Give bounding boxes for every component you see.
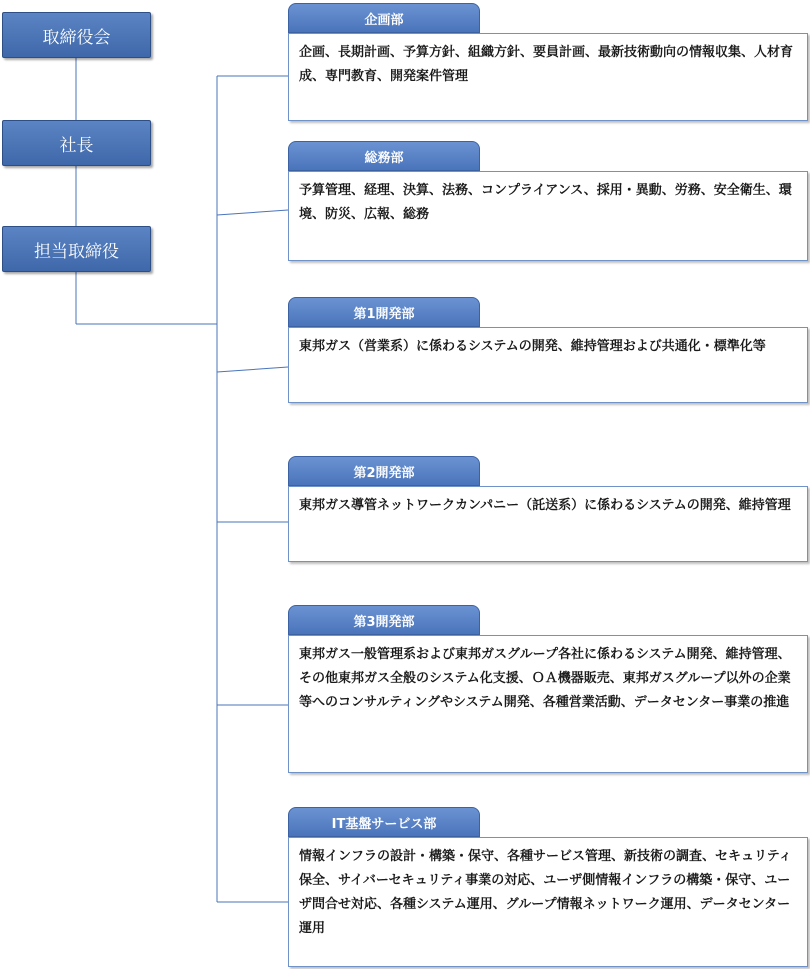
dept-description: 企画、長期計画、予算方針、組織方針、要員計画、最新技術動向の情報収集、人材育成、専門教育、開発案件管理 xyxy=(299,45,794,84)
dept-box-dev2 xyxy=(288,486,808,562)
board-label: 取締役会 xyxy=(42,27,111,48)
director-label: 担当取締役 xyxy=(34,241,119,262)
dept-name: 第2開発部 xyxy=(353,465,415,481)
dept-tab-itinfra xyxy=(288,807,480,837)
dept-tab-dev1 xyxy=(288,297,480,327)
dept-name: 企画部 xyxy=(364,12,404,28)
dept-description: 東邦ガス（営業系）に係わるシステムの開発、維持管理および共通化・標準化等 xyxy=(299,339,766,354)
dept-box-itinfra xyxy=(288,837,808,967)
dept-description: 情報インフラの設計・構築・保守、各種サービス管理、新技術の調査、セキュリティ保全、サイバーセキュリティ事業の対応、ユーザ側情報インフラの構築・保守、ユーザ問合せ対応、各種システム運用、グループ情報ネットワーク運用、データセンター運用 xyxy=(299,849,792,936)
dept-tab-somu xyxy=(288,141,480,171)
director-box xyxy=(2,226,151,272)
dept-name: 総務部 xyxy=(364,150,404,166)
dept-box-dev1 xyxy=(288,327,808,403)
president-box xyxy=(2,120,151,166)
connector-branch-somu xyxy=(217,210,288,215)
dept-name: IT基盤サービス部 xyxy=(331,816,437,832)
board-box xyxy=(2,12,151,58)
dept-box-dev3 xyxy=(288,635,808,773)
dept-tab-kikaku xyxy=(288,3,480,33)
dept-box-kikaku xyxy=(288,33,808,121)
dept-description: 東邦ガス導管ネットワークカンパニー（託送系）に係わるシステムの開発、維持管理 xyxy=(299,498,791,513)
president-label: 社長 xyxy=(59,135,94,156)
dept-description: 東邦ガス一般管理系および東邦ガスグループ各社に係わるシステム開発、維持管理、その他東邦ガス全般のシステム化支援、ＯＡ機器販売、東邦ガスグループ以外の企業等へのコンサルティングやシステム開発、各種営業活動、データセンター事業の推進 xyxy=(299,647,791,710)
connector-branch-dev1 xyxy=(217,367,288,372)
dept-name: 第1開発部 xyxy=(353,306,415,322)
dept-description: 予算管理、経理、決算、法務、コンプライアンス、採用・異動、労務、安全衛生、環境、防災、広報、総務 xyxy=(299,183,792,222)
dept-tab-dev2 xyxy=(288,456,480,486)
dept-tab-dev3 xyxy=(288,605,480,635)
dept-box-somu xyxy=(288,171,808,261)
dept-name: 第3開発部 xyxy=(353,614,415,630)
